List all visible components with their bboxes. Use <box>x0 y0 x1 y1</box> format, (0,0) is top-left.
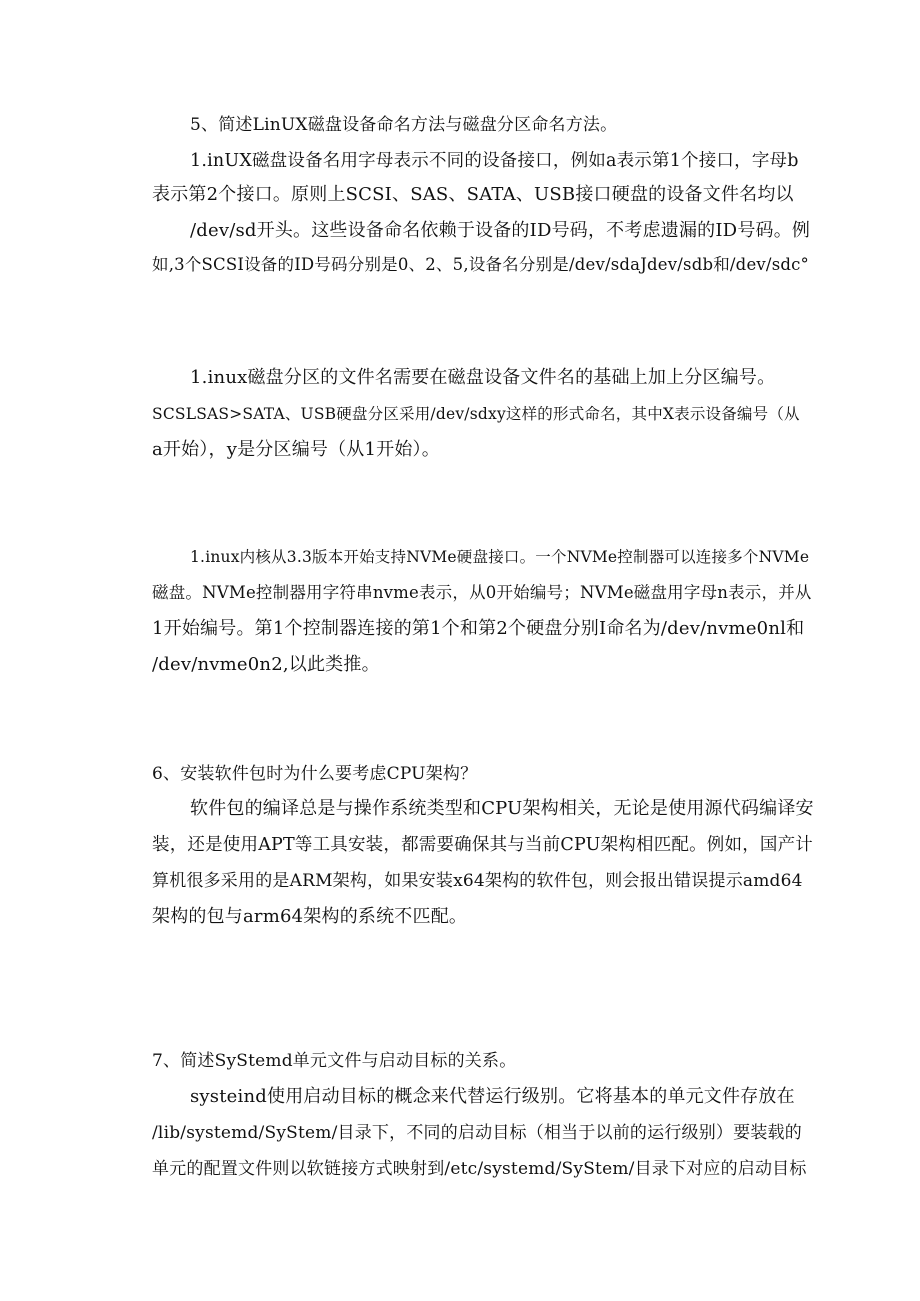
q5-para3-line2: 磁盘。NVMe控制器用字符串nvme表示，从0开始编号；NVMe磁盘用字母n表示，并从 <box>152 583 812 602</box>
q7-para1-line2: /lib/systemd/SyStem/目录下，不同的启动目标（相当于以前的运行级别）要装载的 <box>152 1123 802 1143</box>
q5-para3-line3: 1开始编号。第1个控制器连接的第1个和第2个硬盘分别I命名为/dev/nvme0nl和 <box>152 618 805 639</box>
q6-para1-line4: 架构的包与arm64架构的系统不匹配。 <box>152 906 468 927</box>
q5-para3-line4: /dev/nvme0n2,以此类推。 <box>152 654 380 675</box>
q5-para1-line3: /dev/sd开头。这些设备命名依赖于设备的ID号码，不考虑遗漏的ID号码。例 <box>190 220 811 241</box>
question-7-title: 7、简述SyStemd单元文件与启动目标的关系。 <box>152 1051 517 1071</box>
q5-para2-line1: 1.inux磁盘分区的文件名需要在磁盘设备文件名的基础上加上分区编号。 <box>190 367 776 388</box>
question-6-title: 6、安装软件包时为什么要考虑CPU架构？ <box>152 764 478 784</box>
q5-para1-line4: 如,3个SCSI设备的ID号码分别是0、2、5,设备名分别是/dev/sdaJdev/sdb和/dev/sdc° <box>152 255 810 274</box>
q5-para3-line1: 1.inux内核从3.3版本开始支持NVMe硬盘接口。一个NVMe控制器可以连接多个NVMe <box>190 548 810 566</box>
q5-para1-line2: 表示第2个接口。原则上SCSI、SAS、SATA、USB接口硬盘的设备文件名均以 <box>152 184 794 205</box>
q7-para1-line3: 单元的配置文件则以软链接方式映射到/etc/systemd/SyStem/目录下对应的启动目标 <box>152 1159 807 1179</box>
q6-para1-line2: 装，还是使用APT等工具安装，都需要确保其与当前CPU架构相匹配。例如，国产计 <box>152 835 813 855</box>
q5-para2-line2: SCSLSAS>SATA、USB硬盘分区采用/dev/sdxy这样的形式命名，其中X表示设备编号（从 <box>152 405 800 423</box>
question-5-title: 5、简述LinUX磁盘设备命名方法与磁盘分区命名方法。 <box>190 115 618 135</box>
q6-para1-line3: 算机很多采用的是ARM架构，如果安装x64架构的软件包，则会报出错误提示amd64 <box>152 871 803 891</box>
q5-para2-line3: a开始），y是分区编号（从1开始）。 <box>152 439 440 460</box>
q6-para1-line1: 软件包的编译总是与操作系统类型和CPU架构相关，无论是使用源代码编译安 <box>190 798 814 819</box>
q7-para1-line1: systeind使用启动目标的概念来代替运行级别。它将基本的单元文件存放在 <box>190 1086 795 1107</box>
q5-para1-line1: 1.inUX磁盘设备名用字母表示不同的设备接口，例如a表示第1个接口，字母b <box>190 151 799 171</box>
